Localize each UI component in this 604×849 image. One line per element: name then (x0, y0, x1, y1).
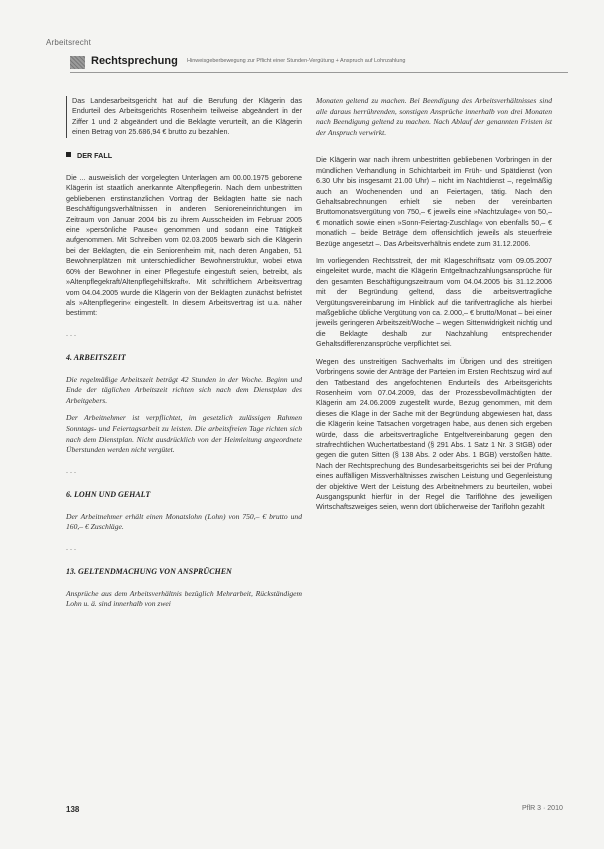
bullet-square-icon (66, 152, 71, 157)
section-title: Rechtsprechung (91, 55, 178, 67)
left-column (66, 96, 302, 617)
heading-arbeitszeit: 4. ARBEITSZEIT (66, 353, 126, 363)
contract-clause: Der Arbeitnehmer ist verpflichtet, im gesetzlich zulässigen Rahmen Sonntags- und Feiertagsarbeit zu leisten. Die arbeitsfreien Tage richten sich nach dem Dienstplan. Nicht ausdrücklich von der Heimleitung angeordnete Überstunden werden nicht vergütet. (66, 413, 302, 455)
heading-lohn-und-gehalt: 6. LOHN UND GEHALT (66, 490, 151, 500)
lead-paragraph: Das Landesarbeitsgericht hat auf die Berufung der Klägerin das Endurteil des Arbeitsgerichts Rosenheim teilweise abgeändert in der Ziffer 1 und 2 abgeändert und die Beklagte verurteilt, an die Klägerin einen Betrag von 25.686,94 € brutto zu bezahlen. (66, 96, 302, 138)
section-header (70, 55, 568, 71)
section-kicker: Arbeitsrecht (46, 38, 92, 47)
header-rule (70, 72, 568, 73)
ellipsis: . . . (66, 542, 76, 552)
heading-der-fall-label: DER FALL (77, 150, 113, 160)
journal-issue: PflR 3 · 2010 (522, 805, 563, 812)
contract-clause: Der Arbeitnehmer erhält einen Monatslohn (Lohn) von 750,– € brutto und 160,– € Zuschläge. (66, 511, 302, 532)
section-subtitle: Hinweisgeberbewegung zur Pflicht einer Stunden-Vergütung + Anspruch auf Lohnzahlung (187, 58, 406, 64)
right-column (316, 96, 552, 520)
contract-clause: Ansprüche aus dem Arbeitsverhältnis bezüglich Mehrarbeit, Rückständigem Lohn u. ä. sind innerhalb von zwei (66, 588, 302, 609)
body-paragraph: Im vorliegenden Rechtsstreit, der mit Klageschriftsatz vom 09.05.2007 eingeleitet wurde, macht die Klägerin Entgeltnachzahlungsansprüche für den gesamten Beschäftigungszeitraum vom 04.04.2005 bis 31.12.2006 mit der Begründung geltend, dass die arbeitsvertragliche Vergütungsvereinbarung im Hinblick auf die tarifvertragliche als hierbei maßgebliche übliche Vergütung von ca. 2.000,– € brutto/Monat – bei einer jeweils geringeren Arbeitszeit/Woche – wegen Sittenwidrigkeit nichtig und die Beklagte deshalb zur Nachzahlung entsprechender Gehaltsdifferenzansprüche verpflichtet sei. (316, 256, 552, 349)
body-paragraph: Die Klägerin war nach ihrem unbestritten gebliebenen Vorbringen in der mündlichen Verhandlung in Schichtarbeit im Früh- und Spätdienst (von 6.30 Uhr bis insgesamt 21.00 Uhr) – nicht im Nachtdienst –, regelmäßig auch an Wochenenden und an Feiertagen, tätig. Nach den Gehaltsabrechnungen erhielt sie neben der vereinbarten Bruttomonatsvergütung von 750,– € jeweils eine »Nachtzulage« von 50,– € monatlich sowie einen »Sonn-Feiertag-Zuschlag« von ebenfalls 50,– € monatlich – beide Beträge dem offensichtlich jeweils als steuerfreie Bezüge angesetzt –. Das Arbeitsverhältnis endete zum 31.12.2006. (316, 155, 552, 248)
section-marker-icon (70, 56, 85, 69)
ellipsis: . . . (66, 465, 76, 475)
body-paragraph: Die ... ausweislich der vorgelegten Unterlagen am 00.00.1975 geborene Klägerin ist staatlich anerkannte Altenpflegerin. Nach dem unbestritten gebliebenen erstinstanzlichen Vortrag der Beklagten hatte sie nach Beschäftigungsverhältnissen in anderen Senioreneinrichtungen im Zeitraum von Januar 2004 bis zu ihrem Ausscheiden im Februar 2005 eine »persönliche Pause« genommen und sodann eine Tätigkeit aufgenommen. Mit Schreiben vom 02.03.2005 bewarb sich die Klägerin bei der Beklagten, die ein Seniorenheim mit, nach deren Angaben, 51 Bewohnerplätzen mit unterschiedlicher Bewohnerstruktur, wobei etwa 60% der Bewohner in einer Pflegestufe eingestuft seien, betreibt, als »Altenpflegekraft/Altenpflegehilfskraft«. Mit schriftlichem Arbeitsvertrag vom 04.04.2005 wurde die Klägerin von der Beklagten zunächst befristet als »Altenpflegerin« eingestellt. In diesem Arbeitsvertrag ist u.a. näher bestimmt: (66, 173, 302, 318)
ellipsis: . . . (66, 328, 76, 338)
contract-clause: Die regelmäßige Arbeitszeit beträgt 42 Stunden in der Woche. Beginn und Ende der täglichen Arbeitszeit richten sich nach dem Dienstplan des Arbeitgebers. (66, 374, 302, 405)
heading-der-fall (66, 151, 302, 161)
heading-geltendmachung: 13. GELTENDMACHUNG VON ANSPRÜCHEN (66, 567, 232, 577)
body-paragraph: Wegen des unstreitigen Sachverhalts im Übrigen und des streitigen Vorbringens sowie der Anträge der Parteien im Ersten Rechtszug wird auf den Tatbestand des angefochtenen Endurteils des Arbeitsgerichts Rosenheim vom 07.04.2009, das der Prozessbevollmächtigten der Klägerin am 24.06.2009 zugestellt wurde, Bezug genommen, mit dem dieses die Klage in der Sache mit der Begründung abgewiesen hat, dass die Klägerin keine Tatsachen vorgetragen habe, aus denen sich ergeben würde, dass die arbeitsvertragliche Entgeltvereinbarung gegen den strafrechtlichen Wuchertatbestand (§ 291 Abs. 1 Satz 1 Nr. 3 StGB) oder gegen die guten Sitten (§ 138 Abs. 2 oder Abs. 1 BGB) verstoßen hätte. Nach der Rechtsprechung des Bundesarbeitsgerichts sei bei der Prüfung eines auffälligen Missverhältnisses zwischen Leistung und Gegenleistung der objektive Wert der Leistung des Arbeitnehmers zu beurteilen, wobei Ausgangspunkt hierfür in der Regel die Tariflöhne des jeweiligen Wirtschaftszweiges seien, wenn dort üblicherweise der Tariflohn gezahlt (316, 356, 552, 512)
contract-clause: Monaten geltend zu machen. Bei Beendigung des Arbeitsverhältnisses sind alle daraus herrührenden, sonstigen Ansprüche innerhalb von drei Monaten nach Beendigung geltend zu machen. Nach Ablauf der genannten Fristen ist der Anspruch verwirkt. (316, 96, 552, 137)
page-number: 138 (66, 805, 80, 814)
